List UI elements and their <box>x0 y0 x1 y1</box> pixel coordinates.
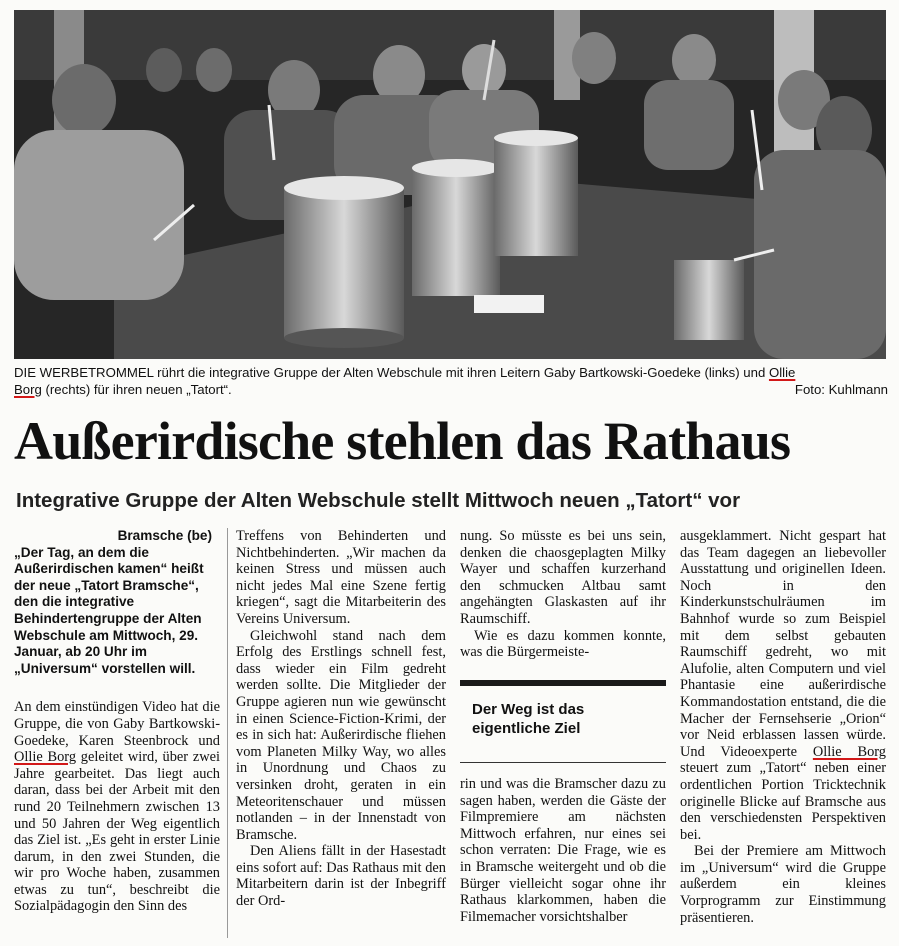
body-text: steuert zum „Tatort“ neben einer ordentlichen Portion Tricktechnik originelle Blicke auf Bramsche aus den verschiedensten Perspektiven bei. <box>680 760 886 843</box>
body-paragraph: Treffens von Behinderten und Nichtbehinderten. „Wir machen da keinen Stress und müssen auch nicht jedes Mal eine Szene fertig kriegen“, sagt die Mitarbeiterin des Vereins Universum. <box>236 528 446 627</box>
body-paragraph: rin und was die Bramscher dazu zu sagen haben, werden die Gäste der Filmpremiere am nächsten Mittwoch erfahren, nur eines sei schon verraten: Die Frage, wie es in Bramsche weitergeht und ob die Bürger vielleicht sogar ohne ihr Rathaus klarkommen, haben die Filmemacher vorsichtshalber <box>460 776 666 925</box>
article-column-3 <box>460 528 666 661</box>
article-column-1 <box>14 528 220 915</box>
caption-name-first: Ollie <box>768 365 796 380</box>
body-paragraph: Bei der Premiere am Mittwoch im „Universum“ wird die Gruppe außerdem ein kleines Vorprogramm zur Einstimmung präsentieren. <box>680 843 886 926</box>
caption-text: rührt die integrative Gruppe der Alten Webschule mit ihren Leitern Gaby Bartkowski-Goedeke (links) und <box>153 365 769 380</box>
photo-credit: Foto: Kuhlmann <box>794 382 888 397</box>
highlighted-name: Ollie Borg <box>812 743 886 760</box>
body-text: ausgeklammert. Nicht gespart hat das Team dagegen an liebevoller Ausstattung und originellen Ideen. Noch in den Kinderkunstschulräumen im Bahnhof wurde so zum Beispiel mit dem selbst gebauten Raumschiff gedreht, wo mit Alufolie, alten Computern und viel Phantasie eine außerirdische Kommandostation entstand, die die Macher der Fernsehserie „Orion“ vor Neid erblassen lassen würde. Und Videoexperte <box>680 528 886 760</box>
lead-paragraph <box>14 528 220 677</box>
body-paragraph: Wie es dazu kommen konnte, was die Bürgermeiste- <box>460 627 666 661</box>
column-divider <box>227 528 228 938</box>
body-paragraph: Gleichwohl stand nach dem Erfolg des Erstlings schnell fest, dass wieder ein Film gedreht werden sollte. Die Mitglieder der Gruppe agieren nun wie gewünscht in einen Science-Fiction-Krimi, der es in sich hat: Außerirdische fliehen vom Planeten Milky Way, wo alles in Unordnung und Chaos zu versinken droht, geraten in ein Meteoritenschauer und müssen notlanden – in der Innenstadt von Bramsche. <box>236 627 446 843</box>
lead-text: „Der Tag, an dem die Außerirdischen kamen“ heißt der neue „Tatort Bramsche“, den die integrative Behindertengruppe der Alten Webschule am Mittwoch, 29. Januar, ab 20 Uhr im „Universum“ vorstellen will. <box>14 544 204 676</box>
body-text: geleitet wird, über zwei Jahre gearbeitet. Das liegt auch daran, dass bei der Arbeit mit den rund 20 Teilnehmern zwischen 13 und 50 Jahren der Weg eigentlich das Ziel ist. „Es geht in erster Linie darum, in den zwei Stunden, die wir pro Woche haben, zusammen etwas zu tun“, beschreibt die Sozialpädagogin den Sinn des <box>14 749 220 915</box>
body-paragraph <box>680 528 886 843</box>
body-paragraph <box>14 699 220 915</box>
caption-lead: DIE WERBETROMMEL <box>14 365 154 380</box>
highlighted-name: Ollie Borg <box>14 749 77 766</box>
subheading-rule <box>460 762 666 763</box>
article-photo <box>14 10 886 359</box>
body-paragraph: nung. So müsste es bei uns sein, denken die chaosgeplagten Milky Wayer und schaffen kurzerhand den schmucken Altbau samt angehängten Glaskasten auf ihr Raumschiff. <box>460 528 666 627</box>
subheadline: Integrative Gruppe der Alten Webschule stellt Mittwoch neuen „Tatort“ vor <box>16 489 741 512</box>
headline: Außerirdische stehlen das Rathaus <box>14 411 791 471</box>
body-text: An dem einstündigen Video hat die Gruppe, die von Gaby Bartkowski-Goedeke, Karen Steenbrock und <box>14 699 220 749</box>
caption-name-last: Borg <box>14 382 42 397</box>
intermediate-heading: Der Weg ist das eigentliche Ziel <box>472 701 585 737</box>
photo-caption <box>14 364 888 398</box>
drum-group-photo-icon <box>14 10 886 359</box>
dateline: Bramsche (be) <box>117 528 212 543</box>
article-column-3-continued <box>460 776 666 925</box>
article-column-4 <box>680 528 886 926</box>
caption-text-end: (rechts) für ihren neuen „Tatort“. <box>41 382 232 397</box>
body-paragraph: Den Aliens fällt in der Hasestadt eins sofort auf: Das Rathaus mit den Mitarbeitern darin ist der Inbegriff der Ord- <box>236 843 446 910</box>
subheading-bar <box>460 680 666 686</box>
article-column-2 <box>236 528 446 910</box>
